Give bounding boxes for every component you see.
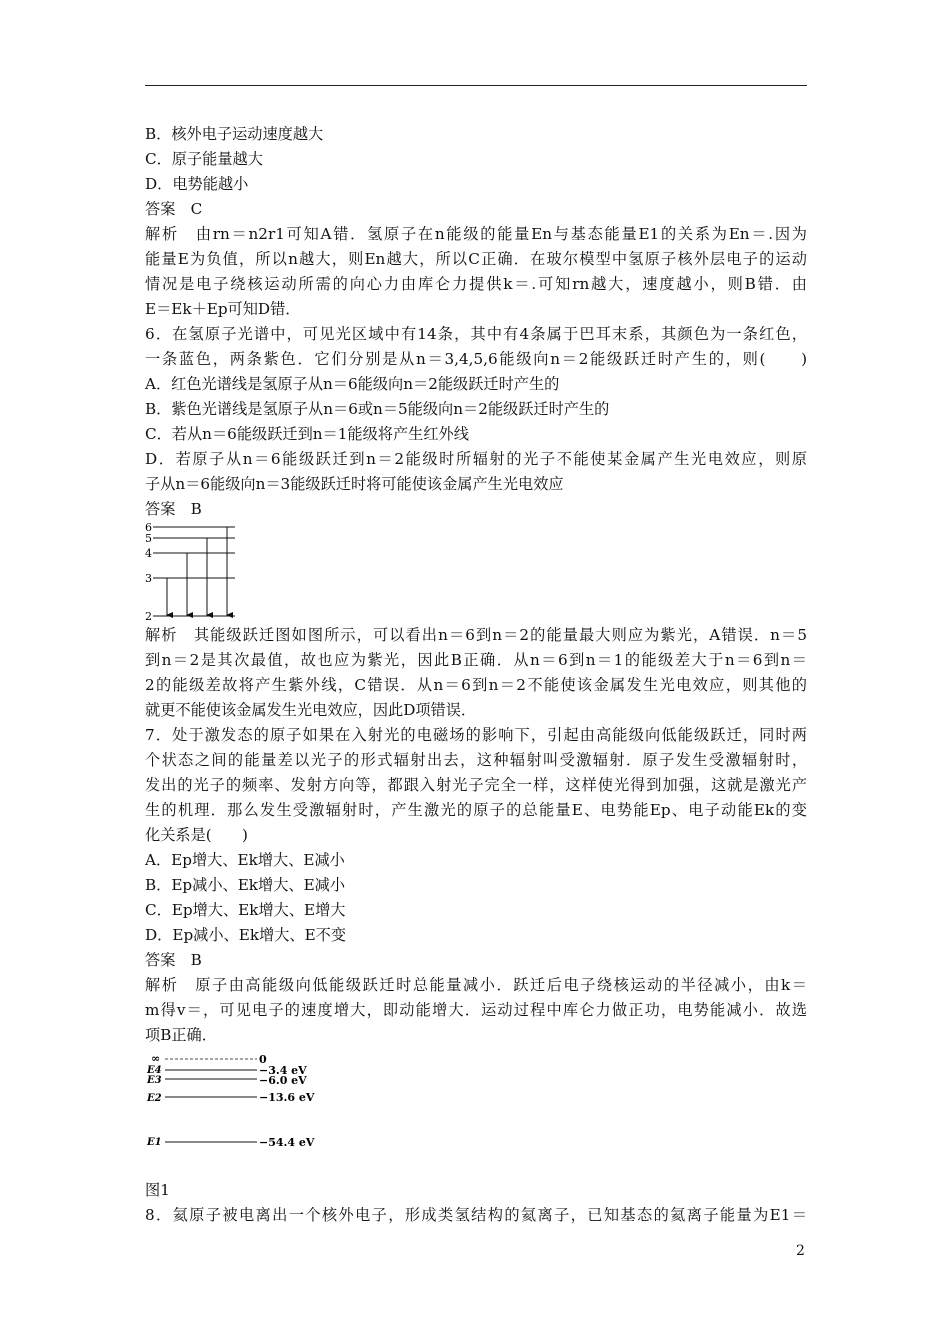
q7-analysis-line: 项B正确． [145,1026,217,1044]
level-inf-value: 0 [259,1053,267,1066]
q6-answer: 答案 B [145,500,202,518]
level-e2-label: E2 [147,1093,162,1104]
q7-analysis-line: 解析 原子由高能级向低能级跃迁时总能量减小．跃迁后电子绕核运动的半径减小，由k＝ [145,976,807,994]
level-label-2: 2 [145,610,152,623]
q7-analysis-line: m得v＝，可见电子的速度增大，即动能增大．运动过程中库仑力做正功，电势能减小．故选 [145,1001,807,1019]
q6-analysis-line: 2的能级差故将产生紫外线，C错误．从n＝6到n＝2不能使该金属发生光电效应，则其他的 [145,676,807,694]
q5-analysis-line: 情况是电子绕核运动所需的向心力由库仑力提供k＝.可知rn越大，速度越小，则B错．由 [145,275,807,293]
q6-analysis-line: 到n＝2是其次最值，故也应为紫光，因此B正确．从n＝6到n＝1的能级差大于n＝6到n＝ [145,651,807,669]
q7-stem-line: 发出的光子的频率、发射方向等，都跟入射光子完全一样，这样使光得到加强，这就是激光产 [145,776,807,794]
q7-stem-line: 生的机理．那么发生受激辐射时，产生激光的原子的总能量E、电势能Ep、电子动能Ek的变 [145,801,807,819]
level-inf-label: ∞ [151,1052,161,1065]
q6-option-b: B．紫色光谱线是氢原子从n＝6或n＝5能级向n＝2能级跃迁时产生的 [145,400,610,418]
q6-option-c: C．若从n＝6能级跃迁到n＝1能级将产生红外线 [145,425,469,443]
level-label-5: 5 [145,532,152,545]
q7-stem-line: 7．处于激发态的原子如果在入射光的电磁场的影响下，引起由高能级向低能级跃迁，同时两 [145,726,807,744]
q7-stem-line: 个状态之间的能量差以光子的形式辐射出去，这种辐射叫受激辐射．原子发生受激辐射时， [145,751,807,769]
level-label-6: 6 [145,521,152,534]
q8-stem: 8．氦原子被电离出一个核外电子，形成类氢结构的氦离子，已知基态的氦离子能量为E1＝ [145,1206,807,1224]
q6-option-d-cont: 子从n＝6能级向n＝3能级跃迁时将可能使该金属产生光电效应 [145,475,564,493]
q5-analysis-line: E＝Ek＋Ep可知D错． [145,300,301,318]
level-e4-value: −3.4 eV [259,1064,307,1077]
q5-analysis-line: 解析 由rn＝n2r1可知A错．氢原子在n能级的能量En与基态能量E1的关系为En＝.因为 [145,225,807,243]
header-rule [145,85,807,86]
level-label-3: 3 [145,572,152,585]
page-number: 2 [796,1243,805,1259]
q5-analysis-line: 能量E为负值，所以n越大，则En越大，所以C正确．在玻尔模型中氢原子核外层电子的运动 [145,250,807,268]
q5-option-b: B．核外电子运动速度越大 [145,125,324,143]
helium-energy-level-figure [145,1054,807,1178]
q7-option-a: A．Ep增大、Ek增大、E减小 [145,851,345,869]
level-e4-label: E4 [147,1065,162,1076]
figure-caption: 图1 [145,1181,170,1199]
level-e3-label: E3 [147,1075,162,1086]
q7-option-c: C．Ep增大、Ek增大、E增大 [145,901,346,919]
level-e1-value: −54.4 eV [259,1136,315,1149]
q6-option-d: D．若原子从n＝6能级跃迁到n＝2能级时所辐射的光子不能使某金属产生光电效应，则原 [145,450,807,468]
q6-stem-line: 6．在氢原子光谱中，可见光区域中有14条，其中有4条属于巴耳末系，其颜色为一条红色， [145,325,807,343]
page-content [145,122,807,1228]
level-e2-value: −13.6 eV [259,1091,315,1104]
q6-option-a: A．红色光谱线是氢原子从n＝6能级向n＝2能级跃迁时产生的 [145,375,560,393]
level-e3-value: −6.0 eV [259,1074,307,1087]
q6-analysis-line: 就更不能使该金属发生光电效应，因此D项错误． [145,701,477,719]
level-e1-label: E1 [147,1137,162,1148]
q7-answer: 答案 B [145,951,202,969]
q7-stem-line: 化关系是( ) [145,826,248,844]
q7-option-b: B．Ep减小、Ek增大、E减小 [145,876,346,894]
level-label-4: 4 [145,547,152,560]
q7-option-d: D．Ep减小、Ek增大、E不变 [145,926,347,944]
q6-stem-line: 一条蓝色，两条紫色．它们分别是从n＝3,4,5,6能级向n＝2能级跃迁时产生的，则( ) [145,350,807,368]
q5-option-d: D．电势能越小 [145,175,249,193]
energy-level-transition-diagram [145,522,807,623]
q6-analysis-line: 解析 其能级跃迁图如图所示，可以看出n＝6到n＝2的能量最大则应为紫光，A错误．n＝5 [145,626,807,644]
q5-answer: 答案 C [145,200,203,218]
q5-option-c: C．原子能量越大 [145,150,263,168]
